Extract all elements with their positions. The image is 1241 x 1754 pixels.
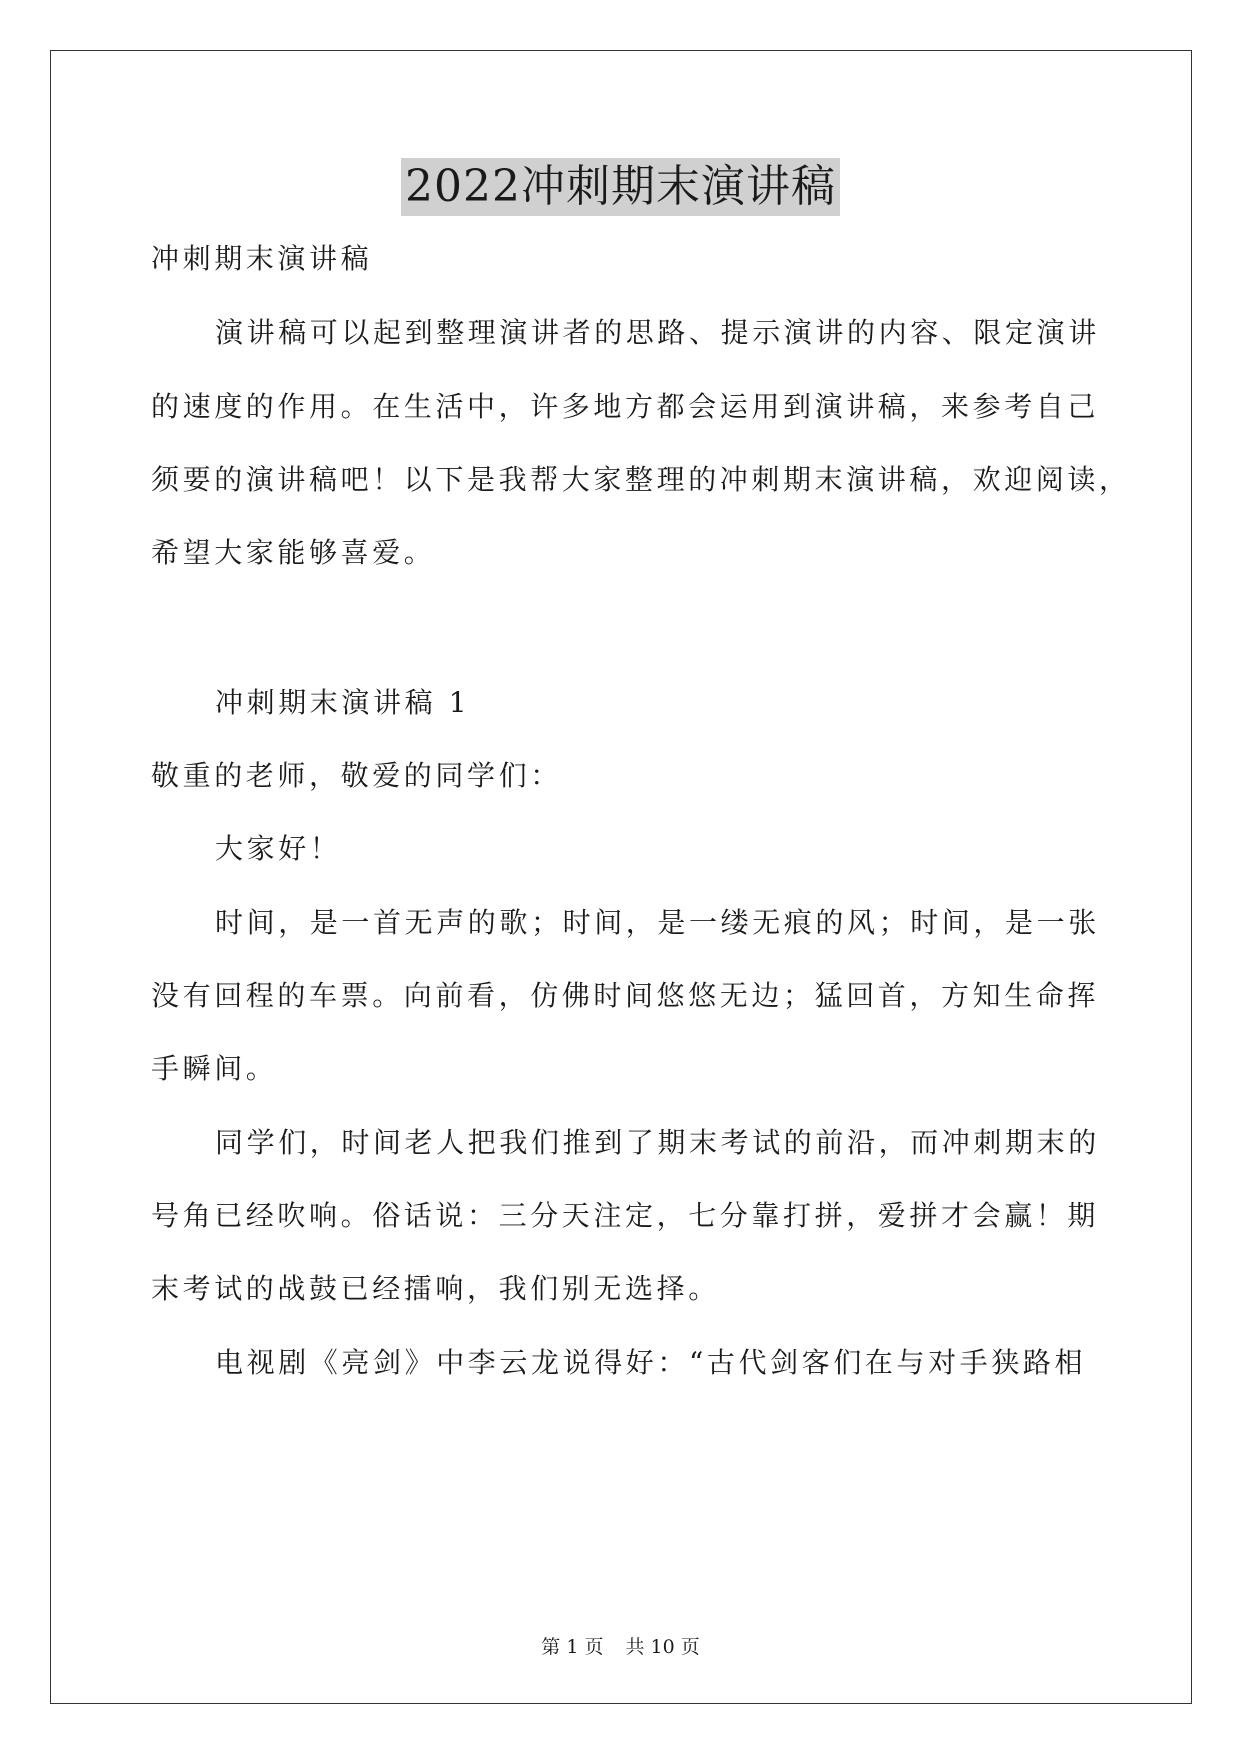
paragraph-line: 须要的演讲稿吧！以下是我帮大家整理的冲刺期末演讲稿，欢迎阅读，: [151, 463, 1131, 496]
greeting-line: 大家好！: [215, 832, 342, 865]
paragraph-line: 电视剧《亮剑》中李云龙说得好：“古代剑客们在与对手狭路相: [215, 1346, 1087, 1379]
page-frame: [50, 50, 1192, 1704]
page-total: 共 10 页: [625, 1636, 700, 1658]
paragraph-line: 没有回程的车票。向前看，仿佛时间悠悠无边；猛回首，方知生命挥: [151, 979, 1100, 1012]
document-title: 2022冲刺期末演讲稿: [401, 158, 840, 216]
paragraph-line: 末考试的战鼓已经擂响，我们别无选择。: [151, 1272, 720, 1305]
salutation-line: 敬重的老师，敬爱的同学们：: [151, 759, 562, 792]
paragraph-line: 手瞬间。: [151, 1052, 278, 1085]
page-footer: [0, 1634, 1241, 1660]
page-number: 第 1 页: [541, 1636, 604, 1658]
heading-line: 冲刺期末演讲稿: [151, 242, 373, 275]
paragraph-line: 时间，是一首无声的歌；时间，是一缕无痕的风；时间，是一张: [215, 906, 1100, 939]
title-container: [0, 158, 1241, 216]
paragraph-line: 希望大家能够喜爱。: [151, 536, 436, 569]
paragraph-line: 号角已经吹响。俗话说：三分天注定，七分靠打拼，爱拼才会赢！期: [151, 1199, 1100, 1232]
paragraph-line: 演讲稿可以起到整理演讲者的思路、提示演讲的内容、限定演讲: [215, 316, 1100, 349]
paragraph-line: 同学们，时间老人把我们推到了期末考试的前沿，而冲刺期末的: [215, 1126, 1100, 1159]
section-heading: 冲刺期末演讲稿 1: [215, 686, 471, 719]
paragraph-line: 的速度的作用。在生活中，许多地方都会运用到演讲稿，来参考自己: [151, 390, 1100, 423]
